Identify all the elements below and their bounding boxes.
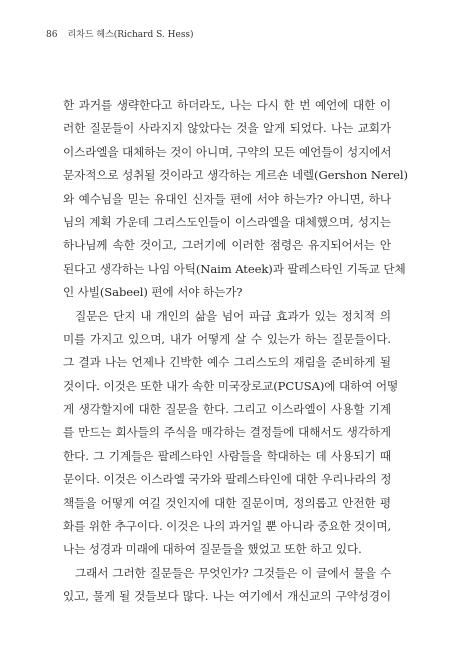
text-line: 미를 가지고 있으며, 내가 어떻게 살 수 있는가 하는 질문들이다. [63,331,391,346]
text-line: 한 과거를 생략한다고 하더라도, 나는 다시 한 번 예언에 대한 이 [63,98,391,112]
text-line: 된다고 생각하는 나임 아틱(Naim Ateek)과 팔레스타인 기독교 단체 [63,261,406,276]
text-line: 한다. 그 기계들은 팔레스타인 사람들을 학대하는 데 사용되기 때 [63,448,391,463]
page-number: 86 [46,30,58,40]
running-head-author: 리차드 헤스(Richard S. Hess) [67,30,194,40]
text-line: 그 결과 나는 언제나 긴박한 예수 그리스도의 재림을 준비하게 될 [63,355,391,370]
paragraph-first-line: 질문은 단지 내 개인의 삶을 넘어 파급 효과가 있는 정치적 의 [75,308,391,323]
text-line: 것이다. 이것은 또한 내가 속한 미국장로교(PCUSA)에 대하여 어떻 [63,378,399,393]
running-head [46,29,194,41]
text-line: 문이다. 이것은 이스라엘 국가와 팔레스타인에 대한 우리나라의 정 [63,472,392,487]
text-line: 님의 계획 가운데 그리스도인들이 이스라엘을 대체했으며, 성지는 [63,214,391,229]
text-line: 와 예수님을 믿는 유대인 신자들 편에 서야 하는가? 아니면, 하나 [63,191,391,206]
text-line: 러한 질문들이 사라지지 않았다는 것을 알게 되었다. 나는 교회가 [63,121,391,136]
text-line: 문자적으로 성취될 것이라고 생각하는 게르숀 네렐(Gershon Nerel) [63,168,408,183]
text-line: 하나님께 속한 것이고, 그러기에 이러한 점령은 유지되어서는 안 [63,238,391,253]
text-line: 게 생각할지에 대한 질문을 한다. 그리고 이스라엘이 사용할 기계 [63,402,391,417]
paragraph-end-line: 나는 성경과 미래에 대하여 질문들을 했었고 또한 하고 있다. [63,542,362,557]
paragraph-end-line: 인 사빌(Sabeel) 편에 서야 하는가? [63,285,243,300]
text-line: 있고, 물게 될 것들보다 많다. 나는 여기에서 개신교의 구약성경이 [63,589,391,604]
paragraph-first-line: 그래서 그러한 질문들은 무엇인가? 그것들은 이 글에서 물을 수 [75,565,391,580]
body-text [63,94,408,609]
text-line: 책들을 어떻게 여길 것인지에 대한 질문이며, 정의롭고 안전한 평 [63,495,391,510]
text-line: 를 만드는 회사들의 주식을 매각하는 결정들에 대해서도 생각하게 [63,425,391,440]
text-line: 이스라엘을 대체하는 것이 아니며, 구약의 모든 예언들이 성지에서 [63,144,392,159]
text-line: 화를 위한 추구이다. 이것은 나의 과거일 뿐 아니라 중요한 것이며, [63,519,392,534]
